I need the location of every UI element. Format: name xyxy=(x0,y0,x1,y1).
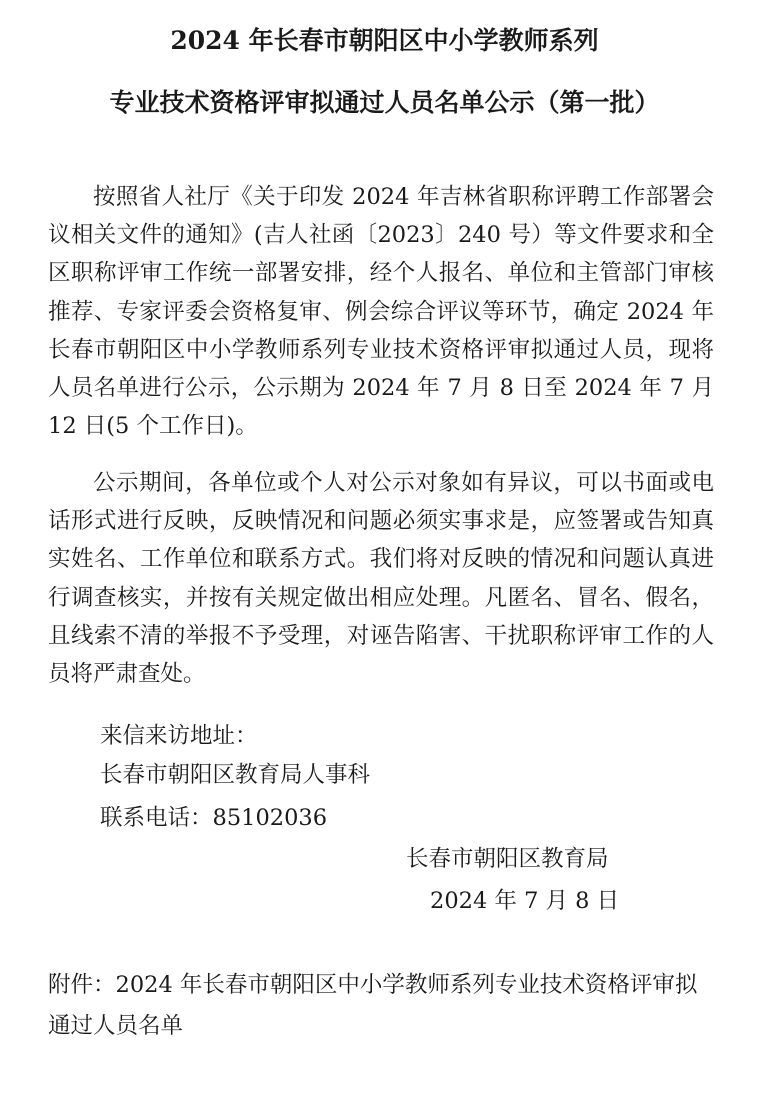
document-title-line-2: 专业技术资格评审拟通过人员名单公示（第一批） xyxy=(109,88,660,117)
signature-organization: 长春市朝阳区教育局 xyxy=(406,846,609,872)
attachment-label: 附件： xyxy=(48,972,116,998)
announcement-paragraph-1: 按照省人社厅《关于印发 2024 年吉林省职称评聘工作部署会议相关文件的通知》(吉人社函〔2023〕240 号）等文件要求和全区职称评审工作统一部署安排，经个人报名、单位和主管部门审核推荐、专家评委会资格复审、例会综合评议等环节，确定 2024 年长春市朝阳区中小学教师系列专业技术资格评审拟通过人员，现将人员名单进行公示，公示期为 2024 年 7 月 8 日至 2024 年 7 月 12 日(5 个工作日)。 xyxy=(48,184,714,440)
contact-address-heading: 来信来访地址： xyxy=(100,723,258,749)
contact-phone-line xyxy=(100,799,327,837)
contact-phone-number: 85102036 xyxy=(212,805,328,831)
attachment-text: 2024 年长春市朝阳区中小学教师系列专业技术资格评审拟通过人员名单 xyxy=(48,972,698,1039)
announcement-paragraph-2: 公示期间，各单位或个人对公示对象如有异议，可以书面或电话形式进行反映，反映情况和问题必须实事求是，应签署或告知真实姓名、工作单位和联系方式。我们将对反映的情况和问题认真进行调查核实，并按有关规定做出相应处理。凡匿名、冒名、假名，且线索不清的举报不予受理，对诬告陷害、干扰职称评审工作的人员将严肃查处。 xyxy=(48,470,714,688)
contact-office: 长春市朝阳区教育局人事科 xyxy=(100,762,371,788)
attachment-note xyxy=(48,965,714,1047)
contact-phone-label: 联系电话： xyxy=(100,805,213,831)
signature-date: 2024 年 7 月 8 日 xyxy=(430,888,620,914)
document-title-line-1: 2024 年长春市朝阳区中小学教师系列 xyxy=(170,26,599,55)
